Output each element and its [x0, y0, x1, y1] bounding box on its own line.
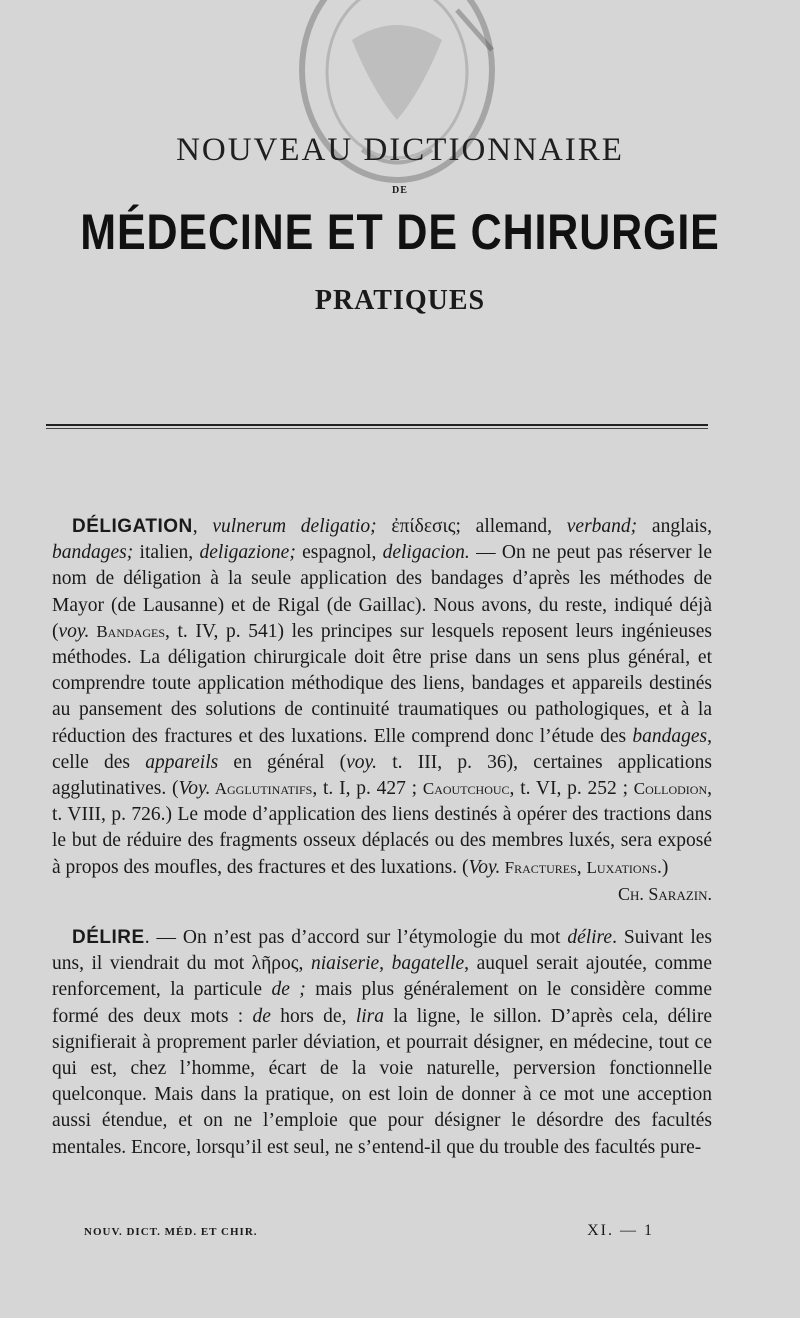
text: italien, — [133, 542, 200, 564]
text: voy. — [58, 620, 90, 642]
text: , t. IV, p. 541) les principes sur lesquels reposent leurs ingénieuses méthodes. La déligation chirurgicale doit être prise dans un sens plus général, et comprendre toute application méthodique des liens, bandages et appareils destinés au pansement des solutions de continuité traumatiques ou pathologiques, et à la réduction des fractures et des luxations. Elle comprend donc l’étude des — [52, 620, 712, 747]
text: bandages — [632, 725, 708, 747]
cross-ref: Fractures — [500, 857, 577, 877]
text: de ; — [271, 979, 306, 1001]
cross-ref: Bandages — [89, 621, 166, 641]
text: anglais, — [637, 516, 713, 537]
text: Voy. — [178, 778, 211, 800]
text: mais plus généralement on le considère comme formé des deux mots : — [52, 979, 712, 1027]
text: — On ne peut pas réserver le nom de déligation à la seule application des bandages d’après les méthodes de Mayor (de Lausanne) et de Rigal (de Gaillac). Nous avons, du reste, indiqué déjà ( — [52, 542, 712, 642]
text: . — On n’est pas d’accord sur l’étymologie du mot — [144, 927, 568, 949]
text: . Suivant les uns, il viendrait du mot — [52, 927, 712, 975]
text: , — [192, 516, 213, 537]
headword-delire: DÉLIRE — [72, 927, 145, 949]
header-rule-thin — [46, 428, 708, 429]
text: vulnerum deligatio; — [212, 516, 392, 537]
title-line-3: PRATIQUES — [314, 285, 486, 316]
cross-ref: Luxations — [586, 857, 657, 877]
text: t. III, p. 36), certaines applications agglutinatives. ( — [52, 751, 713, 800]
text: verband; — [566, 516, 638, 537]
title-line-1: NOUVEAU DICTIONNAIRE — [176, 132, 624, 168]
text: en général ( — [218, 751, 347, 773]
cross-ref: Collodion — [633, 779, 708, 799]
greek-term: λῆρος — [251, 953, 299, 975]
text: espagnol, — [295, 542, 383, 564]
text: , t. VI, p. 252 ; — [509, 778, 634, 800]
text: , auquel serait ajoutée, comme renforcement, la particule — [52, 953, 712, 1001]
text: , t. I, p. 427 ; — [312, 778, 423, 800]
title-block — [0, 130, 800, 318]
signature: Ch. Sarazin. — [617, 883, 712, 904]
text: hors de, — [270, 1005, 356, 1027]
text: , t. VIII, p. 726.) Le mode d’application des liens destinés à opérer des tractions dans le but de réduire des fragments osseux déplacés ou des membres luxés, sera exposé à propos des moufles, des fractures et des luxations. ( — [52, 778, 712, 878]
header-rule — [46, 424, 708, 426]
cross-ref: Caoutchouc — [422, 779, 510, 799]
text: lira — [355, 1005, 384, 1027]
text: , celle des — [52, 725, 712, 773]
text: délire — [567, 927, 613, 949]
text: la ligne, le sillon. D’après cela, délire signifierait à proprement parler déviation, et pourrait désigner, en médecine, tout ce qui est, chez l’homme, écart de la voie naturelle, perversion fonctionnelle quelconque. Mais dans la pratique, on est loin de donner à ce mot une acception aussi étendue, et on ne l’emploie que pour désigner le désordre des facultés mentales. Encore, lorsqu’il est seul, ne s’entend-il que du trouble des facultés pure- — [52, 1005, 712, 1158]
text: .) — [656, 856, 669, 878]
text: , — [298, 953, 311, 975]
footer-running-title: NOUV. DICT. MÉD. ET CHIR. — [84, 1226, 258, 1238]
cross-ref: Agglutinatifs — [210, 779, 313, 799]
greek-term: ἐπίδεσις — [391, 516, 456, 537]
article-deligation — [52, 514, 712, 881]
headword-deligation: DÉLIGATION — [72, 516, 193, 537]
text: niaiserie, bagatelle — [310, 953, 465, 975]
text: Voy. — [468, 856, 501, 878]
text: ; allemand, — [455, 516, 567, 537]
text: appareils — [145, 751, 219, 773]
text: voy. — [346, 751, 378, 773]
text: de — [252, 1005, 271, 1027]
footer-signature-mark: XI. — 1 — [587, 1222, 654, 1239]
title-line-2: MÉDECINE ET DE CHIRURGIE — [80, 204, 720, 260]
text: bandages; — [52, 542, 134, 564]
text: deligazione; — [199, 542, 296, 564]
title-de: DE — [392, 185, 408, 196]
text: , — [576, 856, 587, 878]
article-body — [52, 514, 712, 1161]
text: deligacion. — [382, 542, 470, 564]
article-delire — [52, 925, 712, 1161]
